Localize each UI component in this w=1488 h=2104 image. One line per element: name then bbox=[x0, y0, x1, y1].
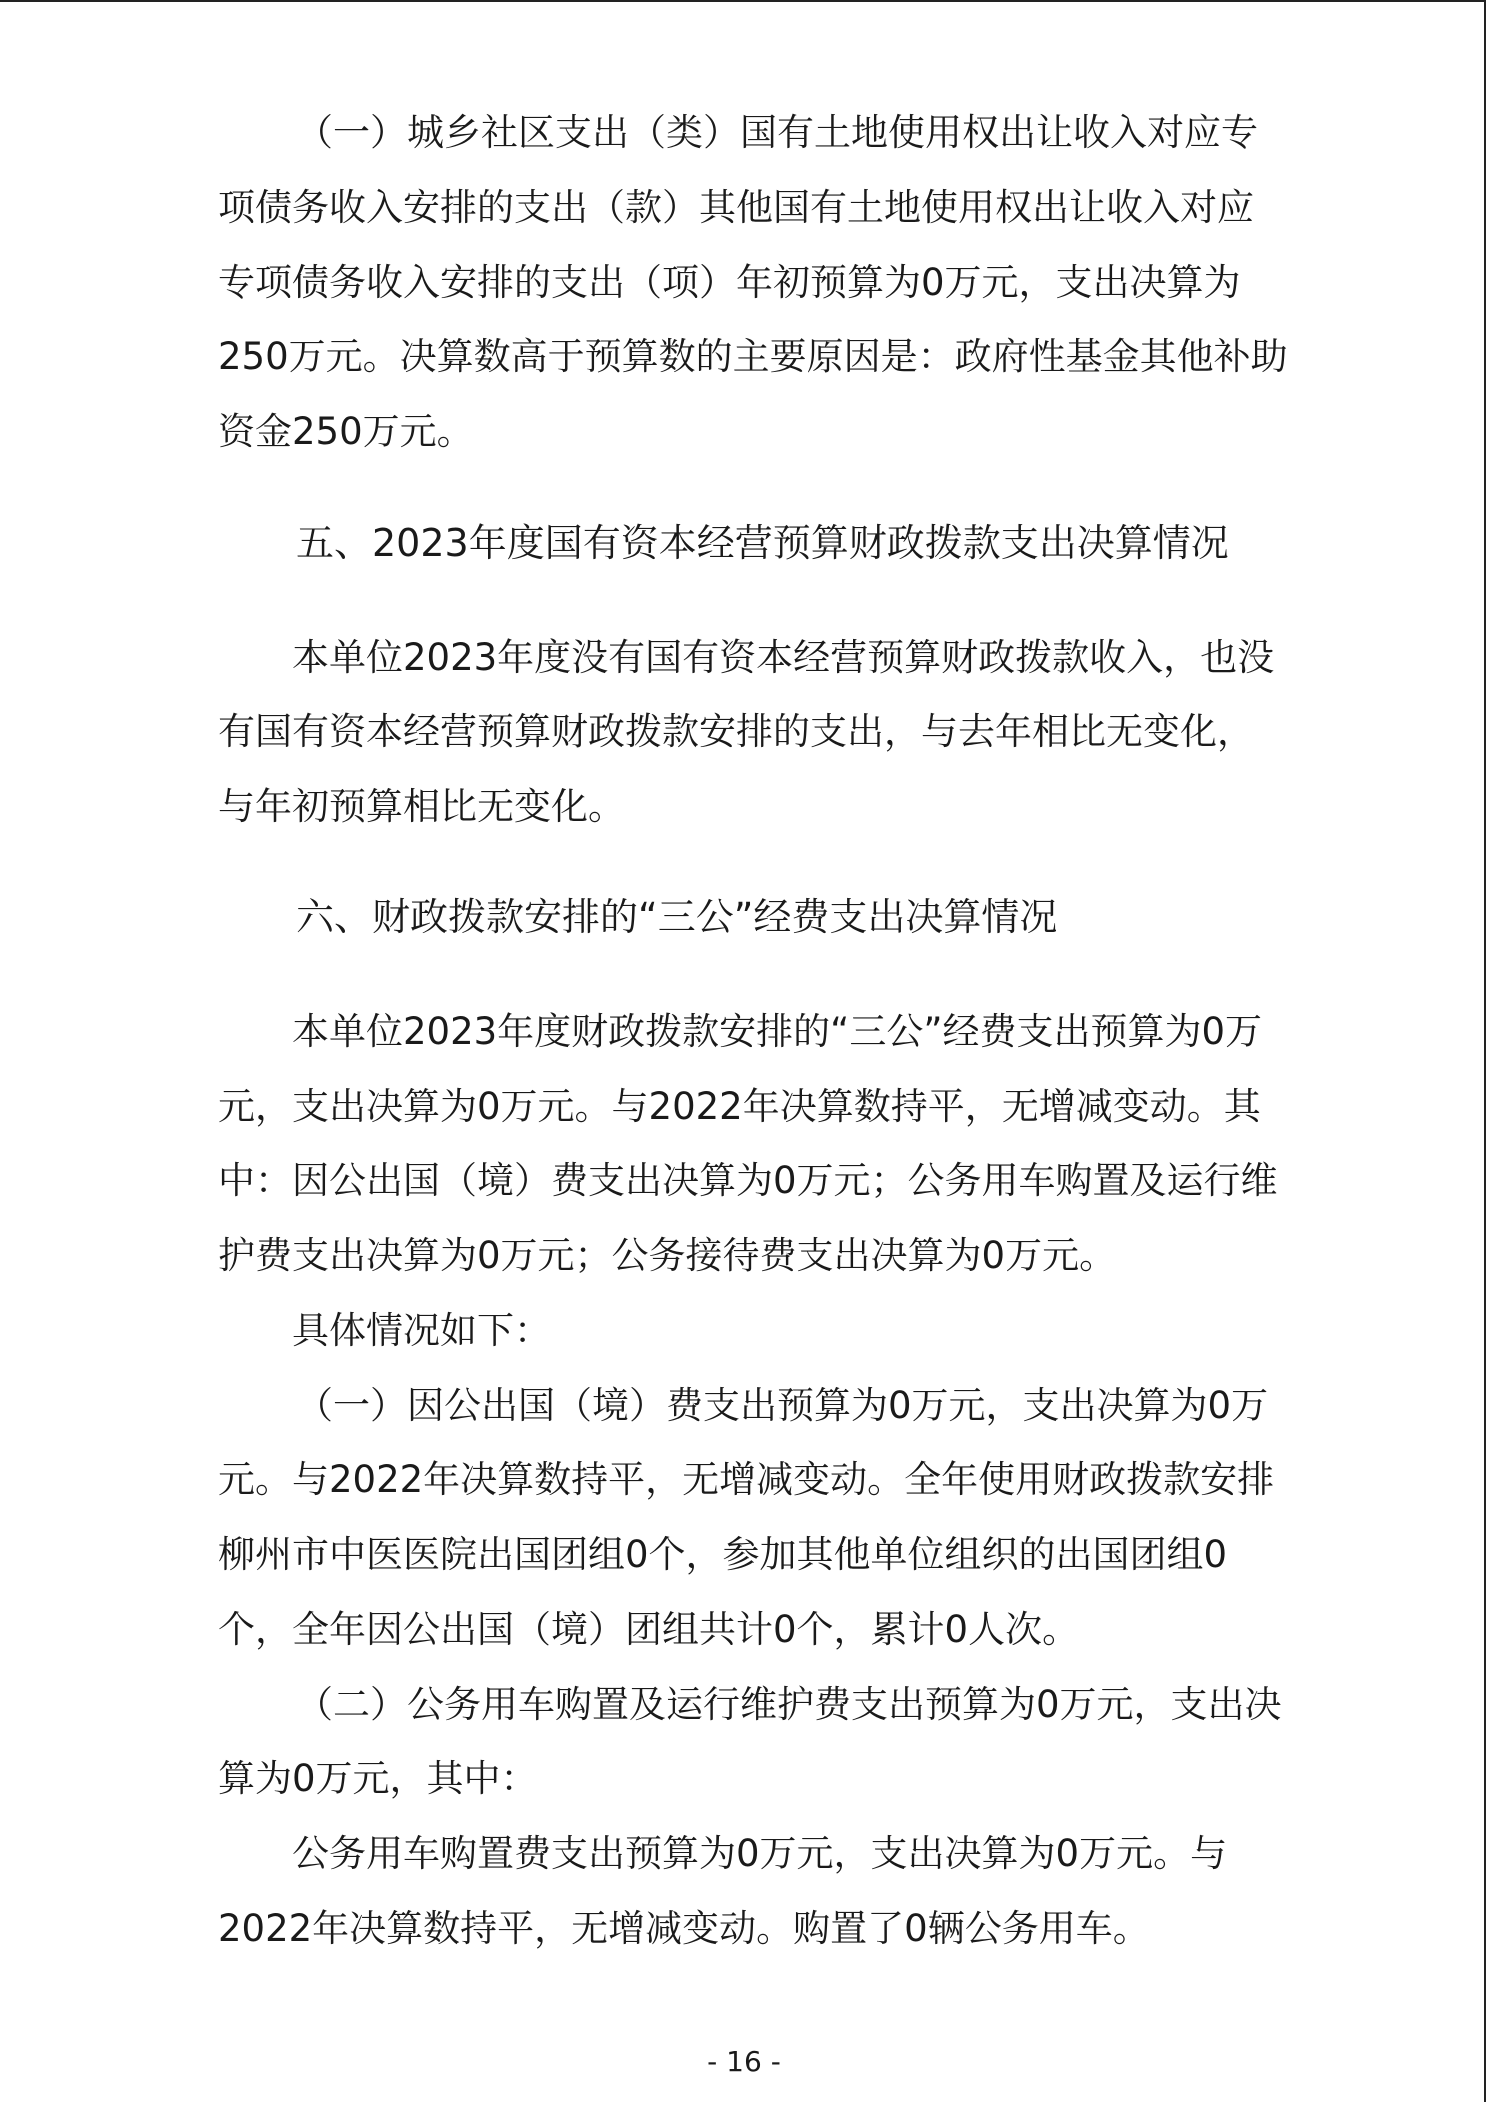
text-line: 护费支出决算为0万元；公务接待费支出决算为0万元。 bbox=[218, 1234, 1117, 1277]
text-line: 柳州市中医医院出国团组0个，参加其他单位组织的出国团组0 bbox=[218, 1533, 1228, 1576]
text-line: 专项债务收入安排的支出（项）年初预算为0万元，支出决算为 bbox=[218, 261, 1241, 304]
section-heading-6: 六、财政拨款安排的“三公”经费支出决算情况 bbox=[296, 895, 1058, 939]
text-line: 本单位2023年度财政拨款安排的“三公”经费支出预算为0万 bbox=[292, 1010, 1263, 1053]
text-line: 公务用车购置费支出预算为0万元，支出决算为0万元。与 bbox=[292, 1832, 1228, 1875]
text-line: 个，全年因公出国（境）团组共计0个，累计0人次。 bbox=[218, 1608, 1080, 1651]
text-line: 资金250万元。 bbox=[218, 410, 474, 453]
text-line: （一）城乡社区支出（类）国有土地使用权出让收入对应专 bbox=[296, 111, 1258, 154]
text-line: 元。与2022年决算数持平，无增减变动。全年使用财政拨款安排 bbox=[218, 1458, 1275, 1501]
text-line: 元，支出决算为0万元。与2022年决算数持平，无增减变动。其 bbox=[218, 1085, 1261, 1128]
text-line: （一）因公出国（境）费支出预算为0万元，支出决算为0万 bbox=[296, 1384, 1269, 1427]
text-line: 中：因公出国（境）费支出决算为0万元；公务用车购置及运行维 bbox=[218, 1159, 1278, 1202]
text-line: 算为0万元，其中： bbox=[218, 1757, 538, 1800]
text-line: 与年初预算相比无变化。 bbox=[218, 785, 625, 828]
text-line: 本单位2023年度没有国有资本经营预算财政拨款收入，也没 bbox=[292, 636, 1275, 679]
text-line: 具体情况如下： bbox=[292, 1309, 551, 1352]
text-line: 项债务收入安排的支出（款）其他国有土地使用权出让收入对应 bbox=[218, 186, 1254, 229]
text-line: 250万元。决算数高于预算数的主要原因是：政府性基金其他补助 bbox=[218, 335, 1288, 378]
page-number: - 16 - bbox=[707, 2045, 781, 2078]
text-line: （二）公务用车购置及运行维护费支出预算为0万元，支出决 bbox=[296, 1683, 1282, 1726]
section-heading-5: 五、2023年度国有资本经营预算财政拨款支出决算情况 bbox=[296, 521, 1229, 565]
text-line: 有国有资本经营预算财政拨款安排的支出，与去年相比无变化， bbox=[218, 710, 1254, 753]
text-line: 2022年决算数持平，无增减变动。购置了0辆公务用车。 bbox=[218, 1907, 1150, 1950]
